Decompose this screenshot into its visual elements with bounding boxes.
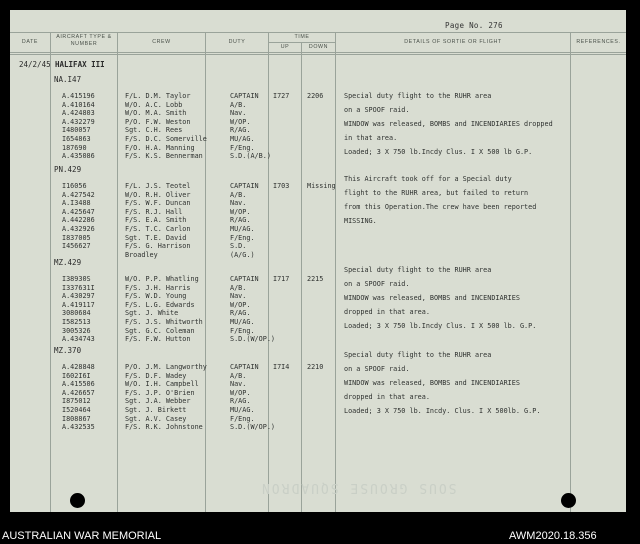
crew-duty: S.D.(W/OP.)	[230, 423, 276, 432]
crew-serial: 3080684	[62, 309, 91, 318]
crew-duty: S.D.(A/B.)	[230, 152, 271, 161]
crew-duty: MU/AG.	[230, 135, 255, 143]
sortie-detail-line: on a SPOOF raid.	[344, 280, 410, 288]
crew-duty: W/OP.	[230, 388, 251, 397]
column-divider	[268, 32, 269, 512]
crew-serial: A.432535	[62, 423, 95, 432]
crew-name: F/S. R.J. Hall	[125, 207, 183, 216]
header-crew: CREW	[152, 39, 171, 45]
crew-duty: Nav.	[230, 199, 247, 208]
sortie-detail-line: in that area.	[344, 134, 398, 142]
crew-duty: F/Eng.	[230, 326, 255, 335]
crew-duty: CAPTAIN	[230, 92, 259, 100]
crew-name: F/S. R.K. Johnstone	[125, 423, 203, 432]
page-number: Page No. 276	[445, 21, 503, 30]
sortie-detail-line: Special duty flight to the RUHR area	[344, 266, 492, 274]
crew-duty: CAPTAIN	[230, 275, 259, 283]
sortie-detail-line: from this Operation.The crew have been reported	[344, 203, 537, 211]
crew-serial: A.432279	[62, 117, 95, 126]
crew-serial: A.419117	[62, 300, 95, 309]
sortie-aircraft: NA.I47	[54, 75, 82, 84]
crew-duty: A/B.	[230, 100, 247, 109]
crew-name: F/S. E.A. Smith	[125, 216, 187, 225]
binder-hole	[561, 493, 576, 508]
time-down: Missing	[307, 182, 336, 190]
time-up: I717	[273, 275, 290, 283]
crew-duty: Nav.	[230, 109, 247, 118]
crew-serial: I875012	[62, 397, 91, 406]
column-divider	[205, 32, 206, 512]
crew-name: F/S. F.W. Hutton	[125, 335, 191, 344]
crew-name: W/O. A.C. Lobb	[125, 100, 183, 109]
crew-name: F/S. G. Harrison	[125, 242, 191, 251]
sortie-detail-line: dropped in that area.	[344, 393, 430, 401]
crew-name: F/S. J.P. O'Brien	[125, 388, 195, 397]
crew-serial: A.428848	[62, 363, 95, 371]
header-details: DETAILS OF SORTIE OR FLIGHT	[404, 39, 502, 45]
crew-name: Sgt. J. Birkett	[125, 406, 187, 414]
crew-duty: S.D.	[230, 242, 247, 251]
crew-name: W/O. I.H. Campbell	[125, 380, 199, 389]
sortie-aircraft: MZ.429	[54, 258, 82, 267]
crew-name: Sgt. C.H. Rees	[125, 126, 183, 135]
header-time: TIME	[294, 34, 310, 40]
crew-name: F/S. W.D. Young	[125, 292, 187, 301]
crew-duty: W/OP.	[230, 207, 251, 216]
crew-name: Sgt. G.C. Coleman	[125, 326, 195, 335]
header-duty: DUTY	[228, 39, 246, 45]
crew-name: W/O. M.A. Smith	[125, 109, 187, 118]
crew-serial: A.426657	[62, 388, 95, 397]
crew-name: W/O. R.H. Oliver	[125, 190, 191, 199]
crew-serial: A.425647	[62, 207, 95, 216]
sortie-detail-line: Loaded; 3 X 750 lb.Incdy Clus. I X 500 lb. G.P.	[344, 322, 537, 330]
crew-duty: (A/G.)	[230, 250, 255, 259]
time-up: I7I4	[273, 363, 290, 371]
crew-duty: CAPTAIN	[230, 182, 259, 190]
column-divider	[50, 32, 51, 512]
record-sheet	[10, 10, 626, 512]
sortie-detail-line: Loaded; 3 X 750 lb. Incdy. Clus. I X 500lb. G.P.	[344, 407, 541, 415]
crew-duty: S.D.(W/OP.)	[230, 335, 276, 344]
crew-duty: CAPTAIN	[230, 363, 259, 371]
crew-name: W/O. P.P. Whatling	[125, 275, 199, 283]
crew-duty: MU/AG.	[230, 225, 255, 233]
header-time-down: DOWN	[308, 44, 329, 50]
time-subheader-rule	[268, 42, 335, 43]
header-time-up: UP	[280, 44, 290, 50]
sortie-aircraft: PN.429	[54, 165, 82, 174]
crew-serial: A.424803	[62, 109, 95, 118]
footer-institution: AUSTRALIAN WAR MEMORIAL	[2, 530, 162, 542]
crew-duty: A/B.	[230, 283, 247, 292]
crew-serial: A.415506	[62, 380, 95, 389]
crew-serial: 3005326	[62, 326, 91, 335]
header-references: REFERENCES.	[576, 39, 621, 45]
crew-duty: A/B.	[230, 371, 247, 380]
crew-duty: F/Eng.	[230, 143, 255, 152]
crew-duty: Nav.	[230, 380, 247, 389]
binder-hole	[70, 493, 85, 508]
crew-duty: MU/AG.	[230, 406, 255, 414]
sortie-aircraft: MZ.370	[54, 346, 82, 355]
crew-serial: I654863	[62, 135, 91, 143]
crew-name: Sgt. T.E. David	[125, 233, 187, 242]
crew-serial: I480057	[62, 126, 91, 135]
aircraft-type: HALIFAX III	[55, 60, 105, 69]
crew-serial: A.427542	[62, 190, 95, 199]
crew-duty: R/AG.	[230, 126, 251, 135]
sortie-detail-line: dropped in that area.	[344, 308, 430, 316]
sortie-detail-line: flight to the RUHR area, but failed to return	[344, 189, 529, 197]
header-bottom-rule-2	[10, 54, 626, 55]
crew-name: F/S. D.C. Somerville	[125, 135, 207, 143]
crew-serial: I520464	[62, 406, 91, 414]
column-divider	[570, 32, 571, 512]
sortie-detail-line: Special duty flight to the RUHR area	[344, 351, 492, 359]
crew-serial: I38930S	[62, 275, 91, 283]
crew-name: F/S. J.S. Whitworth	[125, 318, 203, 326]
crew-serial: I16056	[62, 182, 87, 190]
crew-serial: I837005	[62, 233, 91, 242]
sortie-detail-line: Loaded; 3 X 750 lb.Incdy Clus. I X 500 lb G.P.	[344, 148, 533, 156]
crew-name: F/S. T.C. Carlon	[125, 225, 191, 233]
sortie-detail-line: on a SPOOF raid.	[344, 106, 410, 114]
sortie-detail-line: WINDOW was released, BOMBS and INCENDIARIES	[344, 294, 520, 302]
time-down: 2215	[307, 275, 324, 283]
header-bottom-rule	[10, 52, 626, 53]
crew-name: F/S. D.F. Wadey	[125, 371, 187, 380]
crew-serial: A.415196	[62, 92, 95, 100]
crew-duty: W/OP.	[230, 300, 251, 309]
crew-name: Broadley	[125, 250, 158, 259]
crew-serial: A.430297	[62, 292, 95, 301]
crew-name: F/S. W.F. Duncan	[125, 199, 191, 208]
crew-serial: A.I3488	[62, 199, 91, 208]
crew-serial: I808867	[62, 414, 91, 423]
sortie-detail-line: Special duty flight to the RUHR area	[344, 92, 492, 100]
crew-serial: I582513	[62, 318, 91, 326]
crew-duty: R/AG.	[230, 216, 251, 225]
crew-serial: 187690	[62, 143, 87, 152]
crew-serial: I456627	[62, 242, 91, 251]
time-down: 2210	[307, 363, 324, 371]
crew-duty: A/B.	[230, 190, 247, 199]
time-up: I727	[273, 92, 290, 100]
crew-name: F/S. L.G. Edwards	[125, 300, 195, 309]
sortie-detail-line: This Aircraft took off for a Special duty	[344, 175, 512, 183]
footer-reference-number: AWM2020.18.356	[509, 530, 597, 542]
crew-name: F/S. J.H. Harris	[125, 283, 191, 292]
header-aircraft: AIRCRAFT TYPE & NUMBER	[56, 34, 112, 47]
crew-duty: R/AG.	[230, 309, 251, 318]
column-divider	[335, 32, 336, 512]
sortie-detail-line: on a SPOOF raid.	[344, 365, 410, 373]
crew-serial: A.435086	[62, 152, 95, 161]
crew-name: Sgt. J. White	[125, 309, 179, 318]
crew-serial: A.410164	[62, 100, 95, 109]
time-column-divider	[301, 43, 302, 512]
faded-stamp: SOUS GROUSE SQUADRON	[260, 480, 457, 495]
crew-name: F/S. K.S. Bennerman	[125, 152, 203, 161]
crew-name: Sgt. A.V. Casey	[125, 414, 187, 423]
crew-serial: A.442286	[62, 216, 95, 225]
crew-serial: A.432926	[62, 225, 95, 233]
entry-date: 24/2/45	[19, 60, 51, 69]
crew-name: P/O. J.M. Langworthy	[125, 363, 207, 371]
crew-name: P/O. F.W. Weston	[125, 117, 191, 126]
crew-serial: A.434743	[62, 335, 95, 344]
crew-duty: F/Eng.	[230, 414, 255, 423]
crew-duty: Nav.	[230, 292, 247, 301]
sortie-detail-line: WINDOW was released, BOMBS and INCENDIARIES	[344, 379, 520, 387]
crew-name: F/O. H.A. Manning	[125, 143, 195, 152]
crew-name: F/L. D.M. Taylor	[125, 92, 191, 100]
crew-duty: W/OP.	[230, 117, 251, 126]
crew-duty: MU/AG.	[230, 318, 255, 326]
sortie-detail-line: MISSING.	[344, 217, 377, 225]
header-top-rule	[10, 32, 626, 33]
crew-serial: I337631I	[62, 283, 95, 292]
crew-duty: R/AG.	[230, 397, 251, 406]
crew-duty: F/Eng.	[230, 233, 255, 242]
time-up: I703	[273, 182, 290, 190]
crew-name: F/L. J.S. Teotel	[125, 182, 191, 190]
crew-serial: I602I6I	[62, 371, 91, 380]
column-divider	[117, 32, 118, 512]
header-date: DATE	[21, 39, 39, 45]
sortie-detail-line: WINDOW was released, BOMBS and INCENDIARIES dropped	[344, 120, 553, 128]
crew-name: Sgt. J.A. Webber	[125, 397, 191, 406]
time-down: 2206	[307, 92, 324, 100]
